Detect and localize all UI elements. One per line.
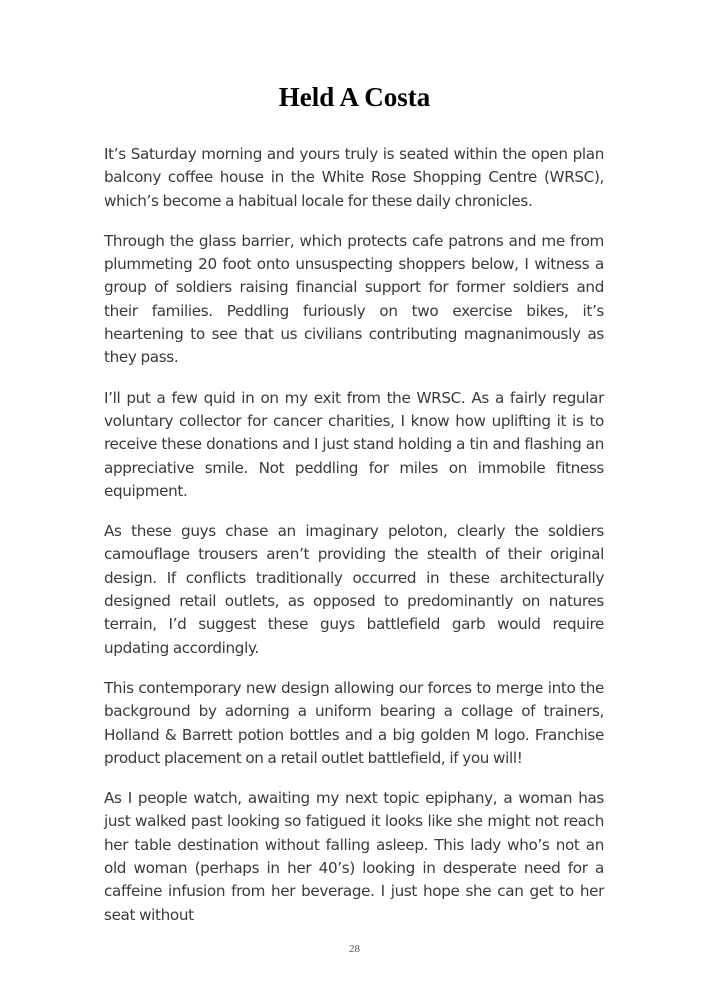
body-text [104, 143, 604, 944]
paragraph-2: Through the glass barrier, which protects cafe patrons and me from plummeting 20 foot onto unsuspecting shoppers below, I witness a group of soldiers raising financial support for former soldiers and their families. Peddling furiously on two exercise bikes, it’s heartening to see that us civilians contributing magnanimously as they pass. [104, 231, 604, 367]
paragraph-1: It’s Saturday morning and yours truly is seated within the open plan balcony coffee house in the White Rose Shopping Centre (WRSC), which’s become a habitual locale for these daily chronicles. [104, 145, 604, 210]
paragraph-6: As I people watch, awaiting my next topic epiphany, a woman has just walked past looking so fatigued it looks like she might not reach her table destination without falling asleep. This lady who’s not an old woman (perhaps in her 40’s) looking in desperate need for a caffeine infusion from her beverage. I just hope she can get to her seat without [104, 789, 604, 924]
page-title: Held A Costa [278, 82, 431, 112]
paragraph-4: As these guys chase an imaginary peloton, clearly the soldiers camouflage trousers aren’t providing the stealth of their original design. If conflicts traditionally occurred in these architecturally designed retail outlets, as opposed to predominantly on natures terrain, I’d suggest these guys battlefield garb would require updating accordingly. [104, 522, 604, 657]
paragraph-5: This contemporary new design allowing our forces to merge into the background by adorning a uniform bearing a collage of trainers, Holland & Barrett potion bottles and a big golden M logo. Franchise product placement on a retail outlet battlefield, if you will! [104, 678, 604, 767]
page-number: 28 [349, 943, 360, 955]
paragraph-3: I’ll put a few quid in on my exit from the WRSC. As a fairly regular voluntary collector for cancer charities, I know how uplifting it is to receive these donations and I just stand holding a tin and flashing an appreciative smile. Not peddling for miles on immobile fitness equipment. [104, 388, 604, 500]
